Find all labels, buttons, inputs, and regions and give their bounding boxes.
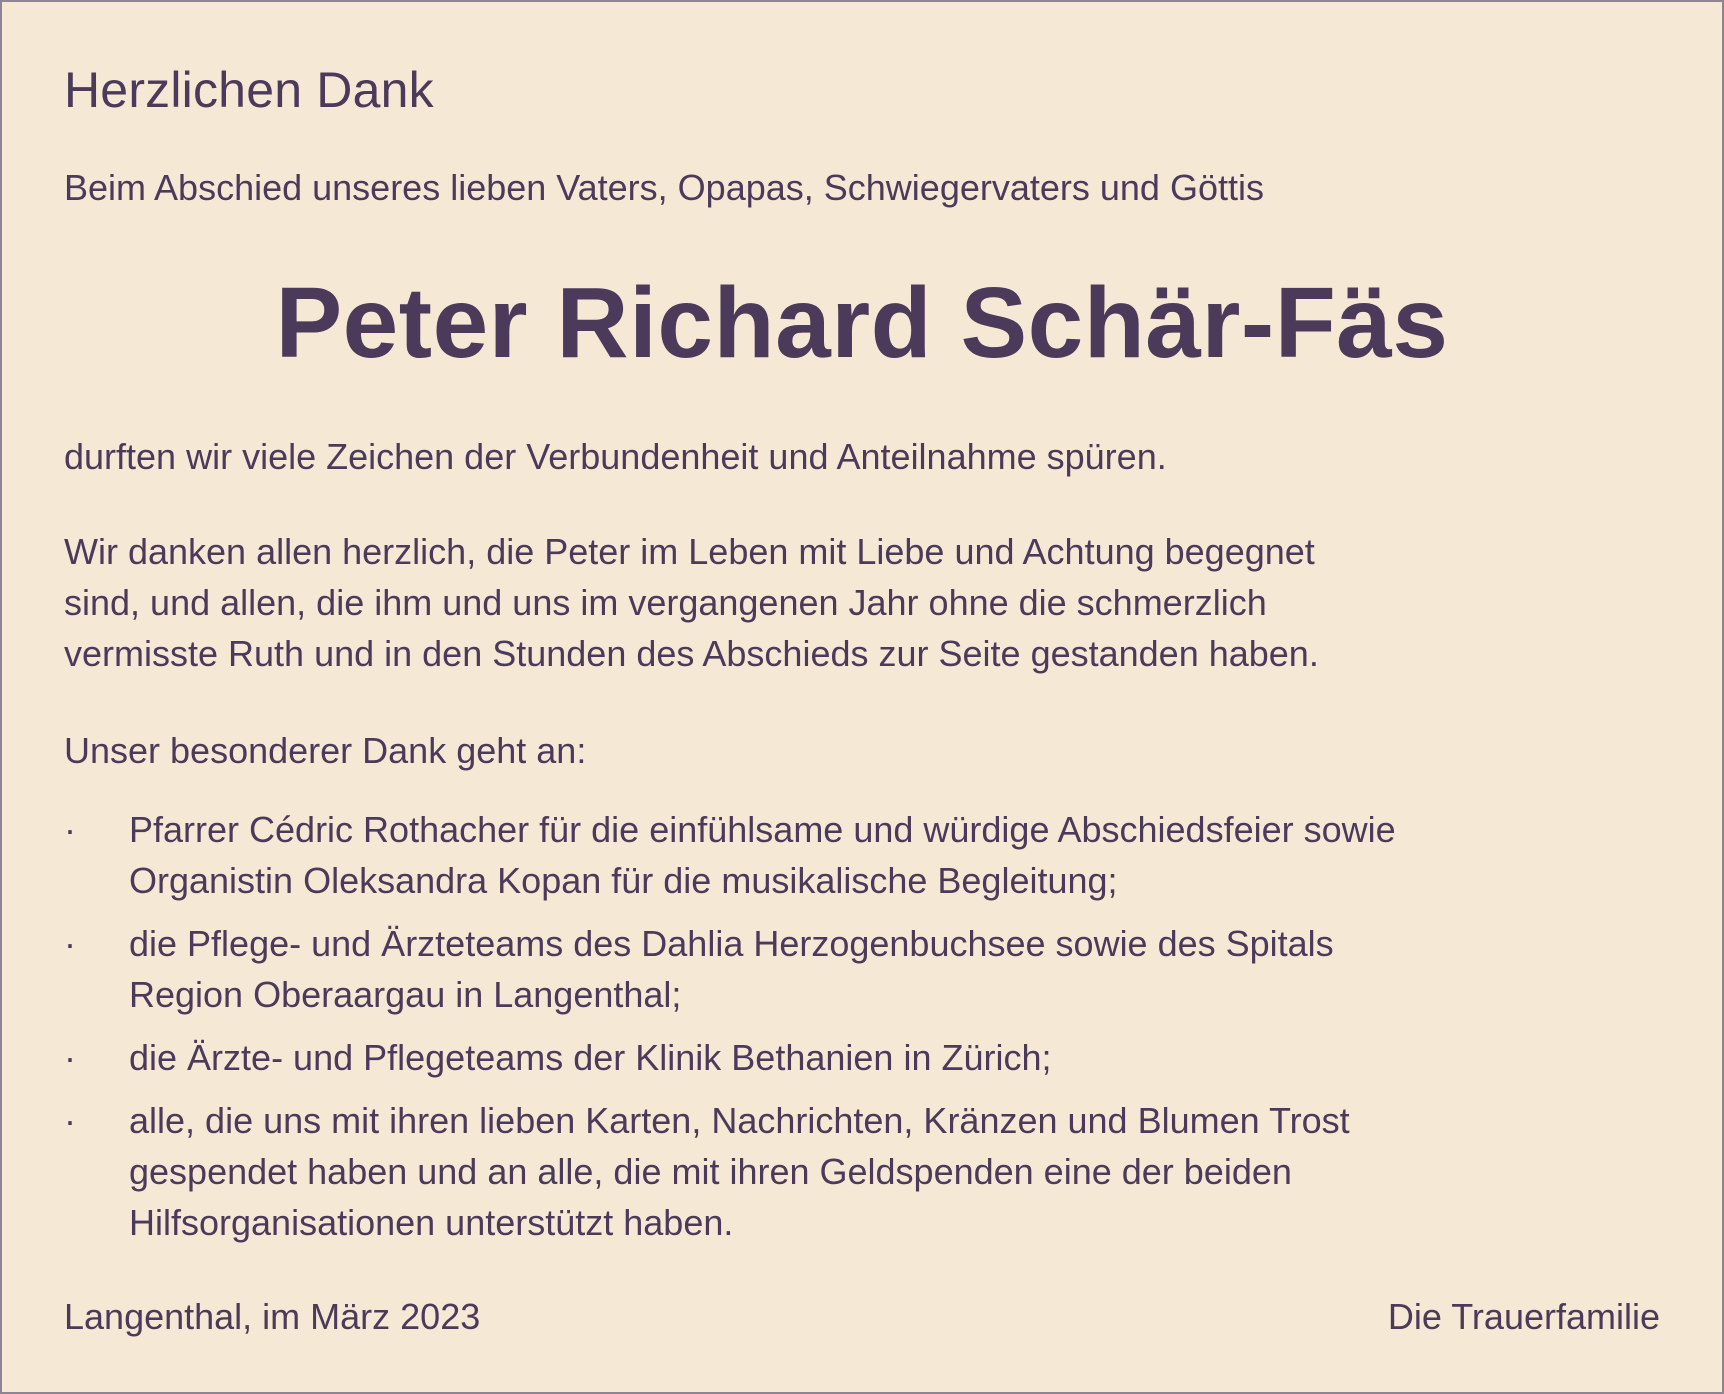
thanks-list: [64, 804, 1660, 1248]
list-item-line-3: Hilfsorganisationen unterstützt haben.: [129, 1202, 734, 1243]
list-item-line-2: Region Oberaargau in Langenthal;: [129, 974, 682, 1015]
list-item-line-1: Pfarrer Cédric Rothacher für die einfühlsame und würdige Abschiedsfeier sowie: [129, 809, 1396, 850]
list-item: [64, 1032, 1660, 1083]
signature: Die Trauerfamilie: [1387, 1296, 1660, 1337]
notice-heading: Herzlichen Dank: [64, 62, 434, 118]
paragraph-gratitude-line-1: Wir danken allen herzlich, die Peter im Leben mit Liebe und Achtung begegnet: [64, 531, 1315, 572]
bullet-icon: ·: [64, 1100, 76, 1141]
list-item-line-2: Organistin Oleksandra Kopan für die musikalische Begleitung;: [129, 860, 1118, 901]
list-item: [64, 1095, 1660, 1248]
list-item-line-1: die Pflege- und Ärzteteams des Dahlia Herzogenbuchsee sowie des Spitals: [129, 923, 1334, 964]
bullet-icon: ·: [64, 809, 76, 850]
bullet-icon: ·: [64, 923, 76, 964]
list-item-line-2: gespendet haben und an alle, die mit ihren Geldspenden eine der beiden: [129, 1151, 1292, 1192]
list-item: [64, 804, 1660, 906]
paragraph-sympathy: durften wir viele Zeichen der Verbundenheit und Anteilnahme spüren.: [64, 436, 1167, 477]
notice-footer: [64, 1292, 1660, 1342]
paragraph-gratitude: [64, 526, 1660, 679]
deceased-name: Peter Richard Schär-Fäs: [275, 267, 1449, 379]
list-item-line-1: die Ärzte- und Pflegeteams der Klinik Bethanien in Zürich;: [129, 1037, 1052, 1078]
special-thanks-intro: Unser besonderer Dank geht an:: [64, 730, 587, 771]
paragraph-gratitude-line-2: sind, und allen, die ihm und uns im vergangenen Jahr ohne die schmerzlich: [64, 582, 1267, 623]
list-item-line-1: alle, die uns mit ihren lieben Karten, Nachrichten, Kränzen und Blumen Trost: [129, 1100, 1350, 1141]
paragraph-gratitude-line-3: vermisste Ruth und in den Stunden des Abschieds zur Seite gestanden haben.: [64, 633, 1319, 674]
list-item: [64, 918, 1660, 1020]
bullet-icon: ·: [64, 1037, 76, 1078]
intro-text: Beim Abschied unseres lieben Vaters, Opapas, Schwiegervaters und Göttis: [64, 167, 1264, 208]
place-date: Langenthal, im März 2023: [64, 1296, 481, 1337]
